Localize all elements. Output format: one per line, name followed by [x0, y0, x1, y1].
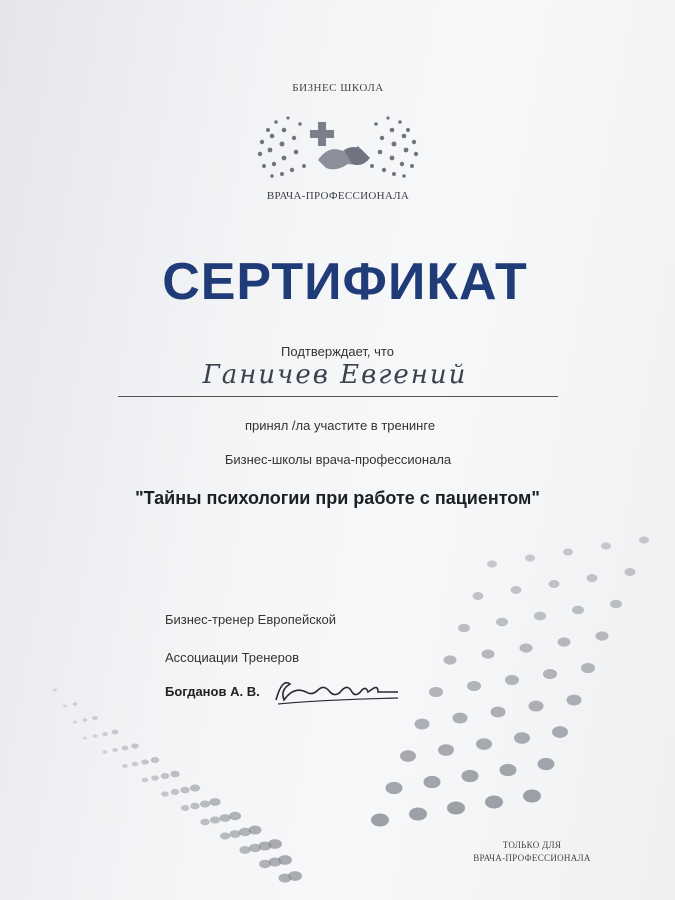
decor-dot: [63, 705, 67, 708]
decor-dot: [444, 655, 457, 664]
decor-dot: [549, 580, 560, 588]
decor-dot: [534, 612, 546, 621]
decor-dot: [601, 542, 611, 549]
decor-dot: [371, 814, 389, 827]
certificate-title: СЕРТИФИКАТ: [162, 253, 528, 311]
decor-dot: [567, 695, 582, 706]
trainer-name: Богданов А. В.: [165, 684, 260, 699]
decor-dot: [268, 839, 282, 849]
decor-dot: [538, 758, 555, 770]
decor-dot: [219, 814, 230, 822]
decor-dot: [171, 789, 180, 795]
decor-dot: [485, 796, 503, 809]
decor-dot: [525, 554, 535, 561]
decor-dot: [386, 782, 403, 794]
decor-dot: [639, 536, 649, 543]
decor-dot: [161, 773, 170, 779]
decor-dot: [102, 732, 108, 736]
decor-dot: [180, 787, 189, 794]
decor-dot: [491, 707, 506, 718]
footer-line1: ТОЛЬКО ДЛЯ: [502, 840, 562, 850]
decor-dot: [209, 798, 220, 806]
decor-dot: [161, 791, 169, 796]
decor-dot: [122, 746, 129, 751]
decor-dot: [181, 805, 190, 811]
decor-dot: [462, 770, 479, 782]
decor-dot: [73, 702, 78, 705]
decor-dot: [190, 803, 199, 810]
decor-dot: [190, 784, 200, 791]
decor-dot: [447, 802, 465, 815]
decor-dot: [552, 726, 568, 738]
decor-dot: [610, 600, 622, 609]
decor-dot: [278, 855, 292, 865]
decor-dot: [563, 548, 573, 555]
confirm-text: Подтверждает, что: [281, 344, 394, 359]
decor-dot: [122, 764, 128, 768]
participation-text: принял /ла участите в тренинге: [244, 418, 436, 433]
decor-dot: [572, 606, 584, 615]
footer-line2: ВРАЧА-ПРОФЕССИОНАЛА: [473, 853, 591, 863]
decor-dot: [424, 776, 441, 788]
decor-dot: [73, 721, 77, 724]
decor-dot: [131, 743, 139, 748]
decor-dot: [529, 701, 544, 712]
decor-dot: [587, 574, 598, 582]
decor-dot: [487, 560, 497, 567]
decor-dot: [112, 730, 119, 735]
decor-dot: [409, 808, 427, 821]
decor-dot: [92, 716, 98, 720]
decor-dot: [453, 713, 468, 724]
decor-dot: [473, 592, 484, 600]
handshake-cross-icon: [248, 90, 428, 200]
name-underline: [118, 396, 558, 397]
recipient-name: Ганичев Евгений: [202, 360, 468, 390]
decor-dot: [239, 846, 250, 854]
decor-dot: [170, 771, 179, 778]
decor-dot: [476, 738, 492, 750]
decor-dot: [200, 819, 209, 826]
decor-dot: [249, 825, 262, 834]
decor-dot: [83, 718, 88, 721]
logo-bottom-text: ВРАЧА-ПРОФЕССИОНАЛА: [266, 190, 410, 202]
decor-dot: [141, 759, 149, 764]
decor-dot: [514, 732, 530, 744]
decor-dot: [467, 681, 481, 691]
decor-dot: [581, 663, 595, 673]
decor-dot: [229, 830, 240, 838]
decor-dot: [229, 812, 241, 820]
logo-top-text: БИЗНЕС ШКОЛА: [292, 82, 384, 94]
decor-dot: [151, 775, 159, 780]
decor-dot: [53, 689, 57, 692]
decor-dot: [83, 737, 87, 740]
decor-dot: [625, 568, 636, 576]
decor-dot: [596, 631, 609, 640]
decor-dot: [400, 750, 416, 762]
decor-dot: [151, 757, 160, 763]
decor-dot: [500, 764, 517, 776]
decor-dot: [505, 675, 519, 685]
decor-dot: [288, 871, 302, 881]
decor-dot: [458, 624, 470, 633]
decor-dot: [558, 637, 571, 646]
decor-dot: [132, 762, 139, 767]
training-title: "Тайны психологии при работе с пациентом": [135, 488, 540, 508]
school-logo: [248, 82, 428, 212]
decor-dot: [496, 618, 508, 627]
decor-dot: [520, 643, 533, 652]
decor-dot: [210, 816, 220, 823]
trainer-signature: [268, 674, 428, 714]
decor-dot: [482, 649, 495, 658]
decor-dot: [93, 734, 98, 737]
trainer-role-line1: Бизнес-тренер Европейской: [165, 612, 337, 627]
decor-dot: [112, 748, 118, 752]
decor-dot: [511, 586, 522, 594]
decor-dot: [200, 800, 210, 807]
decor-dot: [429, 687, 443, 697]
trainer-role-line2: Ассоциации Тренеров: [165, 650, 300, 665]
school-name-text: Бизнес-школы врача-профессионала: [224, 452, 452, 467]
decor-dot: [523, 790, 541, 803]
decor-dot: [438, 744, 454, 756]
decor-dot: [415, 719, 430, 730]
decor-dot: [220, 832, 230, 839]
footer-note: [462, 839, 602, 865]
decor-dot: [103, 750, 108, 753]
decor-dot: [543, 669, 557, 679]
decor-dot: [142, 778, 149, 783]
